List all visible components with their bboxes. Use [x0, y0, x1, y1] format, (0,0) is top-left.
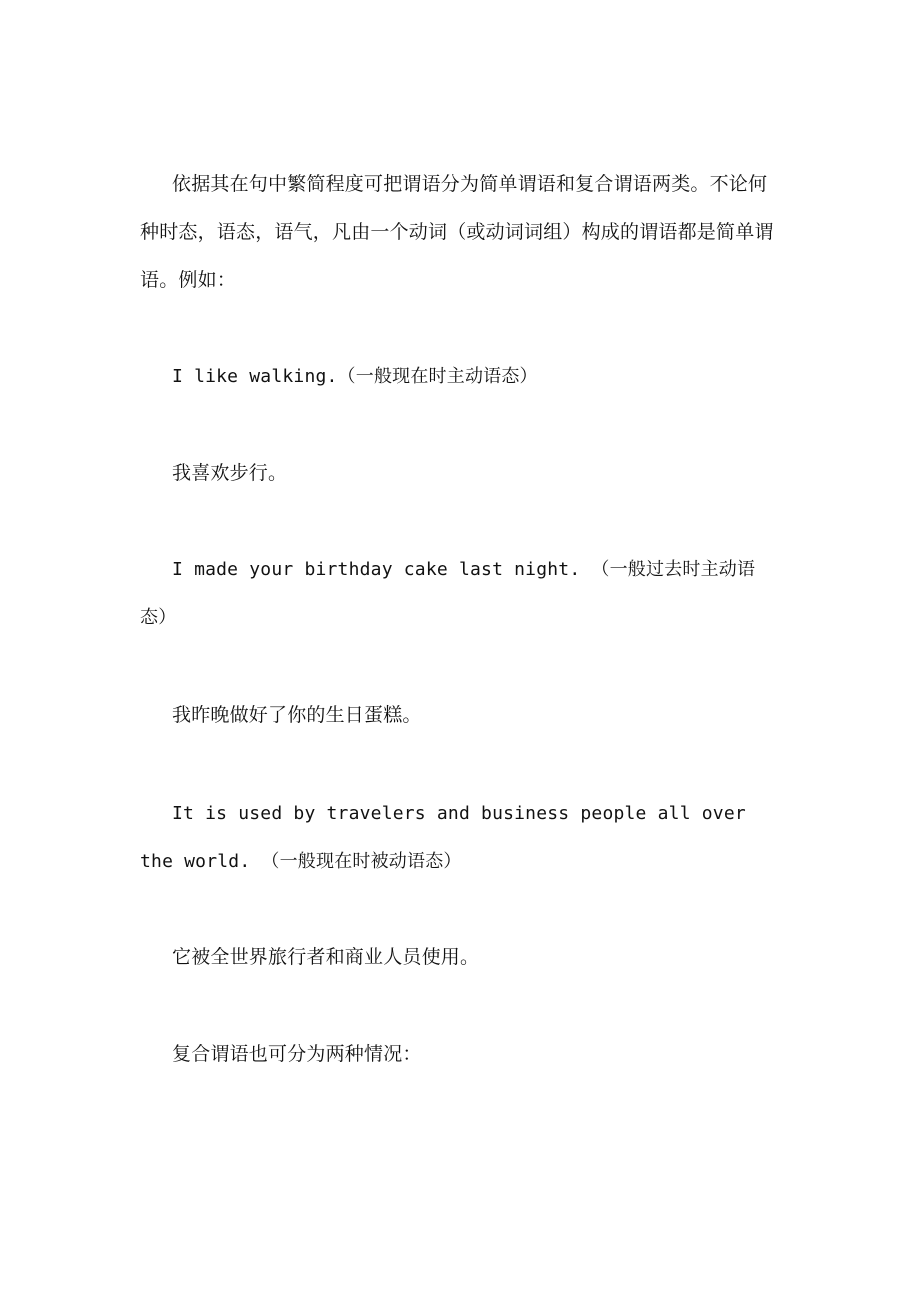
example-translation-2: 我昨晚做好了你的生日蛋糕。	[172, 704, 422, 726]
compound-predicate-intro: 复合谓语也可分为两种情况：	[172, 1043, 422, 1065]
example-translation-3: 它被全世界旅行者和商业人员使用。	[172, 946, 480, 968]
example-sentence-1: I like walking.（一般现在时主动语态）	[172, 366, 538, 387]
example-sentence-3: It is used by travelers and business people all over the world. （一般现在时被动语态）	[140, 803, 746, 872]
example-sentence-2: I made your birthday cake last night. （一般过去时主动语态）	[140, 559, 756, 628]
paragraph-predicate-types: 依据其在句中繁简程度可把谓语分为简单谓语和复合谓语两类。不论何种时态，语态，语气，凡由一个动词（或动词词组）构成的谓语都是简单谓语。例如：	[140, 173, 774, 291]
example-translation-1: 我喜欢步行。	[172, 462, 288, 484]
